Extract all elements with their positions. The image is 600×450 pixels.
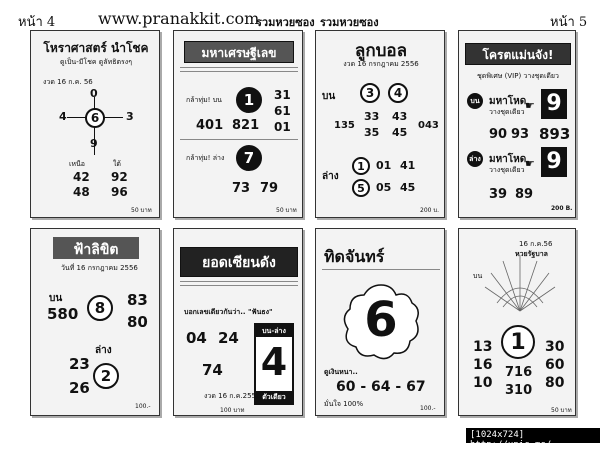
number: 45 [392,126,408,139]
number: 89 [515,187,534,202]
number: 83 [127,291,148,309]
number: 24 [218,329,239,347]
number: 893 [539,125,571,143]
lottery-card-falikhit [30,228,160,416]
box-label: บน-ล่าง [256,325,292,337]
upper-label: บน [322,91,336,102]
lower-label: ล่าง [322,171,339,182]
number: 10 [473,375,493,391]
lottery-card-thitchan [315,228,445,416]
card-date: งวด 16 ก.ค.2556 [204,392,261,400]
card-title: ลูกบอล [354,41,408,61]
upper-highlight-digit: 8 [87,295,113,321]
lower-sublabel: วางชุดเดียว [489,166,525,174]
ball-number: 5 [352,179,370,197]
number: 04 [186,329,207,347]
pointing-hand-icon: ☛ [525,99,535,112]
lottery-card-yotsian [173,228,303,416]
site-url[interactable]: www.pranakkit.com [98,9,260,28]
row-number: 79 [260,181,279,196]
number: 33 [364,110,380,123]
card-title: ทิดจันทร์ [324,247,385,266]
card-title: โหราศาสตร์ นำโชค [43,41,149,55]
divider [180,139,298,140]
number: 39 [489,187,508,202]
box-footer: ตัวเดียว [256,391,292,403]
price-label: 200 บ. [420,207,440,214]
card-banner: โครตแม่นจัง! [482,48,554,62]
card-banner: ยอดเซียนดัง [202,255,276,271]
box-digit: 4 [260,340,288,384]
number: 310 [505,383,533,398]
card-banner: มหาเศรษฐีเลข [201,46,277,60]
number: 01 [376,159,392,172]
lower-label: ล่าง [95,345,112,356]
lottery-card-mahasetthi [173,30,303,218]
side-number: 31 [274,88,291,102]
divider [322,269,440,270]
cross-left: 4 [59,110,67,123]
card-subtitle: ชุดพิเศษ (VIP) วางชุดเดียว [477,72,559,80]
number: 93 [511,127,530,142]
card-date: วันที่ 16 กรกฎาคม 2556 [61,264,138,272]
number: 80 [545,375,565,391]
lower-highlight-digit: 2 [93,363,119,389]
highlight-digit: 6 [364,292,398,348]
cross-right: 3 [126,110,134,123]
row-number: 821 [232,118,260,133]
number: 13 [473,339,493,355]
ball-number: 1 [352,157,370,175]
section-title-right: รวมหวยซอง [320,16,379,29]
bottom-highlight-digit: 7 [236,145,262,171]
price-label: 100.- [420,405,436,412]
column-label-north: เหนือ [69,160,85,168]
tagline: บอกเลขเดียวกันว่า.. "ฟันธง" [184,308,273,316]
number: 41 [400,159,416,172]
number: 43 [392,110,408,123]
card-date: 16 ก.ค.56 [519,240,553,248]
number: 716 [505,365,533,380]
upper-label: บน [49,293,63,304]
card-subtitle: ดูเป็น-มีโชค ดูลัทธิตรงๆ [60,58,132,66]
lottery-card-krotmaen [458,30,576,218]
card-date: งวด 16 ก.ค. 56 [43,78,93,86]
top-label: กล้าทุ่ม! บน [186,96,222,104]
section-title-left: รวมหวยซอง [256,16,315,29]
card-date: งวด 16 กรกฎาคม 2556 [343,60,419,68]
upper-label: บน [473,272,483,280]
pair-number: 48 [73,185,90,199]
price-label: 100 บาท [220,407,245,414]
upper-sublabel: วางชุดเดียว [489,108,525,116]
lower-highlight-digit: 9 [541,147,567,177]
lottery-card-lukball [315,30,445,218]
watermark-text[interactable]: [1024x724] http://upic.me/ [470,430,552,450]
card-title: ฟ้าลิขิต [73,242,119,258]
footnote: มั่นใจ 100% [324,400,364,408]
number: 135 [334,120,355,131]
cross-bottom: 9 [90,137,98,150]
radiant-emblem-icon [481,253,559,313]
pair-number: 42 [73,170,90,184]
cross-center: 6 [85,108,105,128]
number: 90 [489,127,508,142]
divider [180,67,298,68]
bottom-label: กล้าทุ่ม! ล่าง [186,154,225,162]
upper-label: มหาโหด [489,96,527,107]
number: 580 [47,305,79,323]
lottery-card-horasat [30,30,160,218]
card-title: หวยรัฐบาล [515,250,548,258]
number: 26 [69,379,90,397]
number: 16 [473,357,493,373]
column-label-south: ใต้ [113,160,121,168]
ball-number: 3 [360,83,380,103]
number: 74 [202,361,223,379]
price-label: 200 B. [551,205,573,212]
side-number: 01 [274,120,291,134]
page-number-left: หน้า 4 [18,15,56,30]
price-label: 50 บาท [551,407,572,414]
pair-number: 92 [111,170,128,184]
row-number: 401 [196,118,224,133]
price-label: 100.- [135,403,151,410]
lottery-card-huayratthaban [458,228,576,416]
side-number: 61 [274,104,291,118]
number: 45 [400,181,416,194]
price-label: 50 บาท [276,207,297,214]
number: 35 [364,126,380,139]
ball-number: 4 [388,83,408,103]
top-highlight-digit: 1 [236,87,262,113]
divider [180,285,298,286]
upper-tag: บน [467,93,483,109]
number: 60 [545,357,565,373]
number: 30 [545,339,565,355]
lower-tag: ล่าง [467,151,483,167]
pair-number: 96 [111,185,128,199]
divider [180,281,298,282]
page-number-right: หน้า 5 [550,15,588,30]
cross-top: 0 [90,87,98,100]
caption: ดูเงินหนา.. [324,368,358,376]
number: 80 [127,313,148,331]
pointing-hand-icon: ☛ [525,157,535,170]
number: 05 [376,181,392,194]
number: 043 [418,120,439,131]
number-set: 60 - 64 - 67 [336,379,426,395]
divider [180,71,298,72]
price-label: 50 บาท [131,207,152,214]
highlight-digit: 1 [501,325,535,359]
row-number: 73 [232,181,251,196]
number: 23 [69,355,90,373]
upper-highlight-digit: 9 [541,89,567,119]
lower-label: มหาโหด [489,154,527,165]
